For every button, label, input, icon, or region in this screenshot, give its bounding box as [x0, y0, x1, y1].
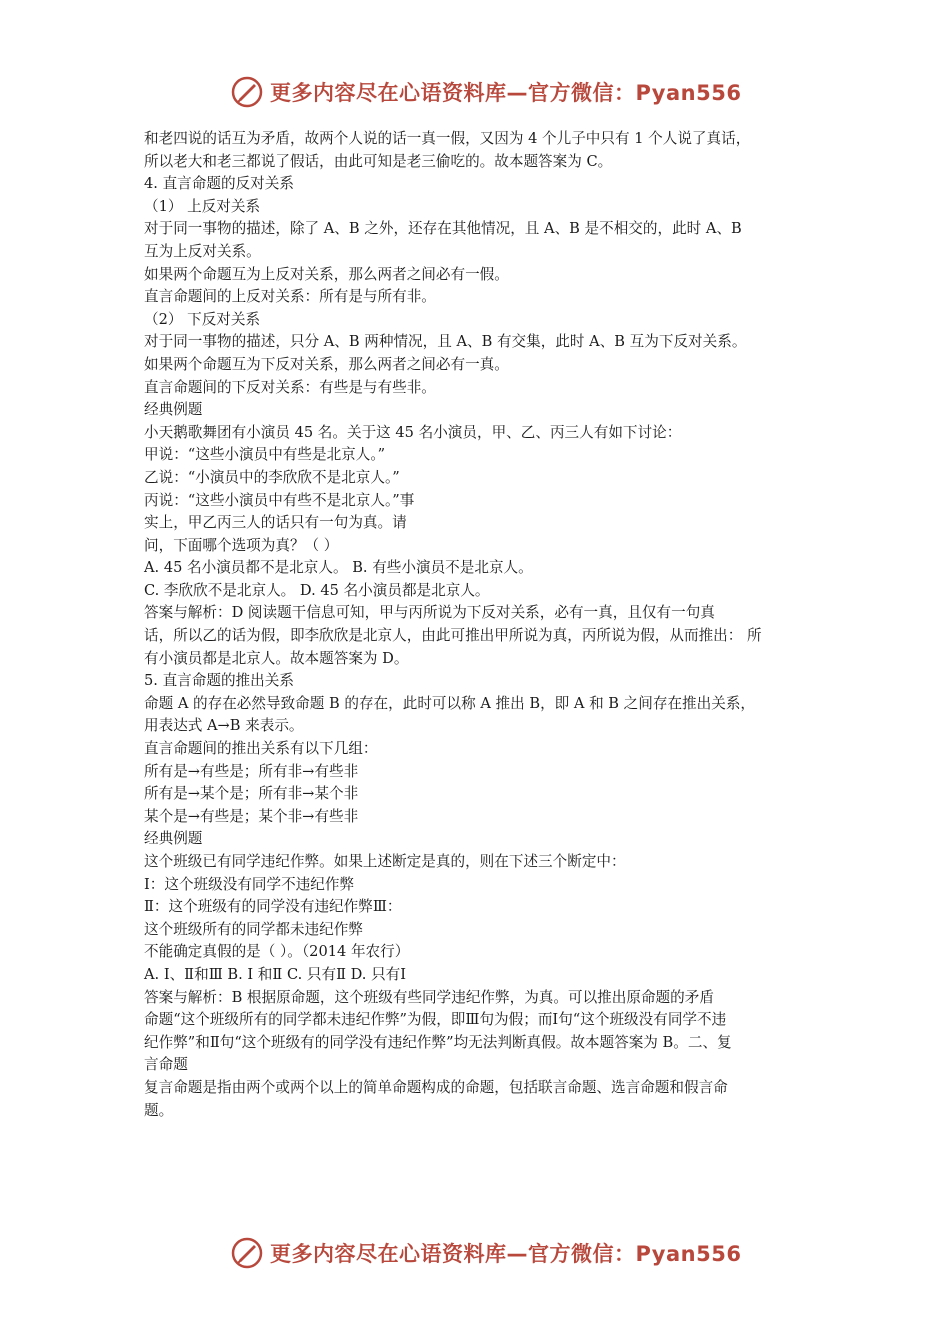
text-line: 实上，甲乙丙三人的话只有一句为真。请 [144, 514, 407, 532]
text-line: A. 45 名小演员都不是北京人。 B. 有些小演员不是北京人。 [144, 559, 533, 577]
text-line: 答案与解析：B 根据原命题，这个班级有些同学违纪作弊，为真。可以推出原命题的矛盾 [144, 988, 714, 1006]
text-line: （2） 下反对关系 [144, 310, 261, 328]
text-line: 用表达式 A→B 来表示。 [144, 717, 304, 735]
text-line: 直言命题间的下反对关系：有些是与有些非。 [144, 378, 436, 396]
text-line: 直言命题间的推出关系有以下几组： [144, 740, 378, 758]
text-line: 命题 A 的存在必然导致命题 B 的存在，此时可以称 A 推出 B，即 A 和 B 之间存在推出关系， [144, 694, 756, 712]
text-line: 话，所以乙的话为假，即李欣欣是北京人，由此可推出甲所说为真，丙所说为假，从而推出： 所 [144, 627, 762, 645]
text-line: 命题“这个班级所有的同学都未违纪作弊”为假，即Ⅲ句为假；而Ⅰ句“这个班级没有同学不违 [144, 1011, 727, 1029]
text-line: 所有是→某个是；所有非→某个非 [144, 785, 359, 803]
text-line: 4. 直言命题的反对关系 [144, 175, 294, 193]
text-line: （1） 上反对关系 [144, 197, 261, 215]
text-line: 言命题 [144, 1056, 188, 1074]
text-line: 这个班级所有的同学都未违纪作弊 [144, 920, 363, 938]
text-line: 所以老大和老三都说了假话，由此可知是老三偷吃的。故本题答案为 C。 [144, 152, 613, 170]
watermark-text: 更多内容尽在心语资料库—官方微信：Pyan556 [270, 1242, 742, 1266]
text-line: 对于同一事物的描述，除了 A、B 之外，还存在其他情况，且 A、B 是不相交的，此时 A、B [144, 220, 742, 238]
text-line: 如果两个命题互为上反对关系，那么两者之间必有一假。 [144, 265, 509, 283]
text-line: 这个班级已有同学违纪作弊。如果上述断定是真的，则在下述三个断定中： [144, 853, 626, 870]
text-line: 直言命题间的上反对关系：所有是与所有非。 [144, 288, 436, 306]
text-line: 丙说：“这些小演员中有些不是北京人。”事 [144, 491, 415, 509]
quill-logo-icon [230, 1236, 264, 1270]
text-line: 经典例题 [144, 830, 203, 848]
text-line: 和老四说的话互为矛盾，故两个人说的话一真一假，又因为 4 个儿子中只有 1 个人说了真话， [144, 130, 751, 147]
text-line: 对于同一事物的描述，只分 A、B 两种情况，且 A、B 有交集，此时 A、B 互为下反对关系。 [144, 333, 747, 351]
text-line: 小天鹅歌舞团有小演员 45 名。关于这 45 名小演员，甲、乙、丙三人有如下讨论： [144, 423, 682, 441]
text-line: 乙说：“小演员中的李欣欣不是北京人。” [144, 468, 400, 486]
quill-logo-icon [230, 75, 264, 109]
text-line: 有小演员都是北京人。故本题答案为 D。 [144, 649, 409, 667]
text-line: Ⅱ：这个班级有的同学没有违纪作弊Ⅲ： [144, 898, 402, 916]
text-line: 如果两个命题互为下反对关系，那么两者之间必有一真。 [144, 355, 509, 373]
header-watermark [230, 72, 750, 112]
text-line: 经典例题 [144, 401, 203, 419]
text-line: Ⅰ：这个班级没有同学不违纪作弊 [144, 875, 355, 893]
text-line: 纪作弊”和Ⅱ句“这个班级有的同学没有违纪作弊”均无法判断真假。故本题答案为 B。二、复 [144, 1033, 732, 1051]
text-line: 甲说：“这些小演员中有些是北京人。” [144, 446, 386, 464]
text-line: 不能确定真假的是（ ）。（2014 年农行） [144, 943, 410, 961]
text-line: 答案与解析：D 阅读题干信息可知，甲与丙所说为下反对关系，必有一真，且仅有一句真 [144, 604, 715, 622]
text-line: 互为上反对关系。 [144, 242, 261, 260]
text-line: 5. 直言命题的推出关系 [144, 672, 294, 690]
document-body [144, 128, 824, 1122]
text-line: 所有是→有些是；所有非→有些非 [144, 762, 359, 780]
text-line: 题。 [144, 1101, 174, 1119]
footer-watermark [230, 1233, 750, 1273]
text-line: A. Ⅰ、Ⅱ和Ⅲ B. Ⅰ 和Ⅱ C. 只有Ⅱ D. 只有Ⅰ [144, 965, 407, 983]
text-line: 问，下面哪个选项为真？（ ） [144, 536, 339, 554]
watermark-text: 更多内容尽在心语资料库—官方微信：Pyan556 [270, 81, 742, 105]
text-line: C. 李欣欣不是北京人。 D. 45 名小演员都是北京人。 [144, 581, 490, 599]
text-line: 复言命题是指由两个或两个以上的简单命题构成的命题，包括联言命题、选言命题和假言命 [144, 1078, 728, 1096]
text-line: 某个是→有些是；某个非→有些非 [144, 807, 359, 825]
